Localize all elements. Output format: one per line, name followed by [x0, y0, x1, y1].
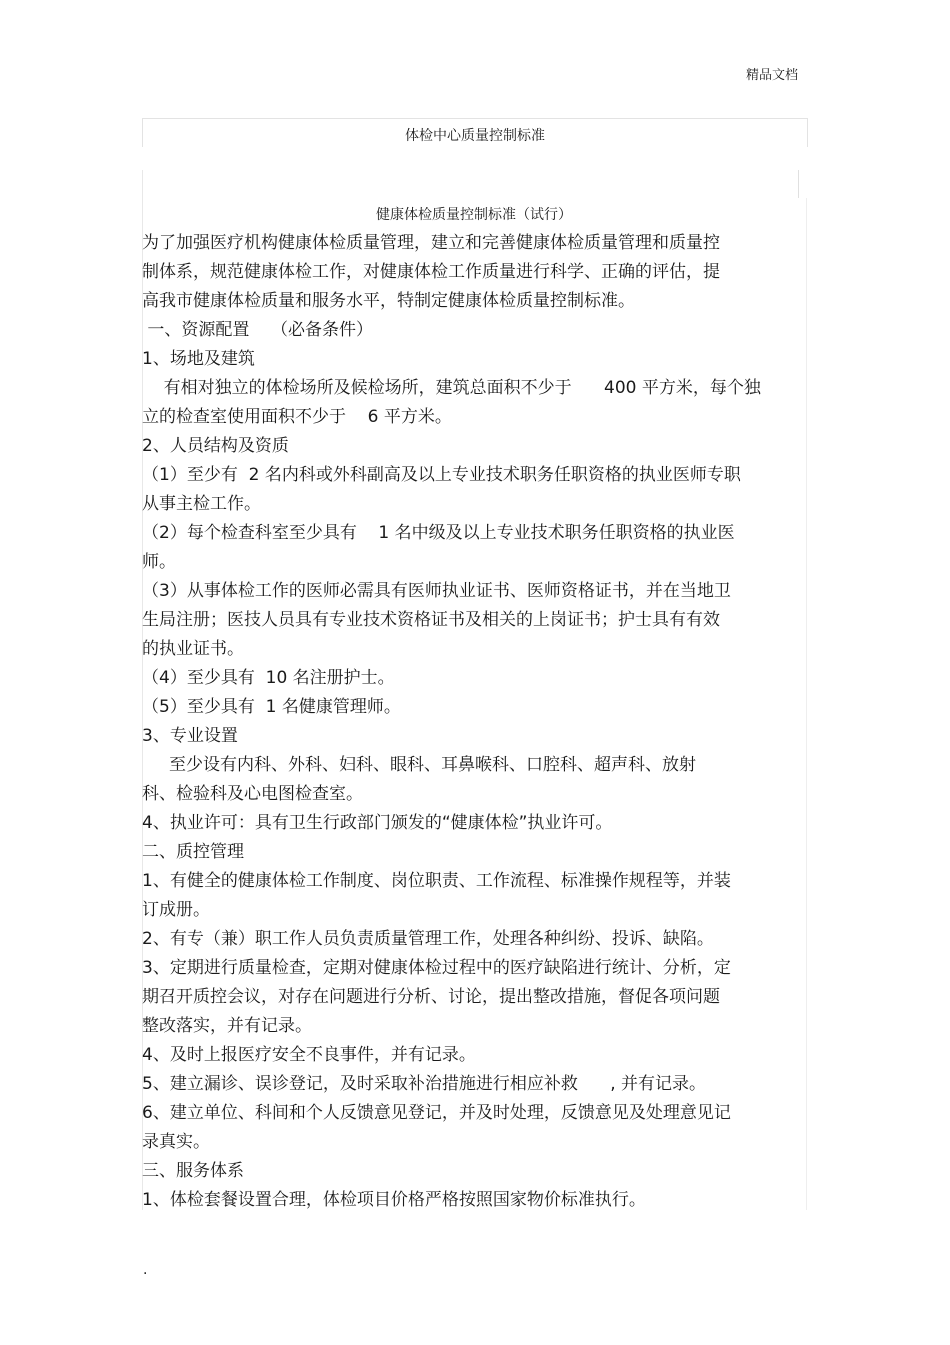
text-line: 4、及时上报医疗安全不良事件，并有记录。 — [142, 1045, 476, 1065]
text-line: 生局注册；医技人员具有专业技术资格证书及相关的上岗证书；护士具有有效 — [142, 610, 720, 630]
text-line: （3）从事体检工作的医师必需具有医师执业证书、医师资格证书，并在当地卫 — [142, 581, 731, 601]
text-line: 为了加强医疗机构健康体检质量管理，建立和完善健康体检质量管理和质量控 — [142, 233, 720, 253]
text-line: 2、有专（兼）职工作人员负责质量管理工作，处理各种纠纷、投诉、缺陷。 — [142, 929, 714, 949]
text-line: 期召开质控会议，对存在问题进行分析、讨论，提出整改措施，督促各项问题 — [142, 987, 720, 1007]
text-line: 3、定期进行质量检查，定期对健康体检过程中的医疗缺陷进行统计、分析，定 — [142, 958, 731, 978]
text-line: 高我市健康体检质量和服务水平，特制定健康体检质量控制标准。 — [142, 291, 635, 311]
text-line: 1、场地及建筑 — [142, 349, 255, 369]
text-line: （1）至少有 2 名内科或外科副高及以上专业技术职务任职资格的执业医师专职 — [142, 465, 741, 485]
body-text — [142, 229, 802, 1215]
text-line: （4）至少具有 10 名注册护士。 — [142, 668, 395, 688]
document-title: 体检中心质量控制标准 — [405, 128, 545, 144]
text-line: 三、服务体系 — [142, 1161, 244, 1181]
text-line: 的执业证书。 — [142, 639, 244, 659]
text-line: 1、体检套餐设置合理，体检项目价格严格按照国家物价标准执行。 — [142, 1190, 646, 1210]
header-note: 精品文档 — [746, 68, 799, 83]
footer-dot: . — [143, 1262, 148, 1278]
text-line: 立的检查室使用面积不少于 6 平方米。 — [142, 407, 452, 427]
text-line: 二、质控管理 — [142, 842, 244, 862]
text-line: 制体系，规范健康体检工作，对健康体检工作质量进行科学、正确的评估，提 — [142, 262, 720, 282]
title-box — [142, 118, 808, 147]
text-line: 4、执业许可：具有卫生行政部门颁发的“健康体检”执业许可。 — [142, 813, 613, 833]
text-line: 至少设有内科、外科、妇科、眼科、耳鼻喉科、口腔科、超声科、放射 — [142, 755, 697, 775]
text-line: 有相对独立的体检场所及候检场所，建筑总面积不少于 400 平方米，每个独 — [142, 378, 761, 398]
text-line: 订成册。 — [142, 900, 210, 920]
text-line: 6、建立单位、科间和个人反馈意见登记，并及时处理，反馈意见及处理意见记 — [142, 1103, 731, 1123]
text-line: 整改落实，并有记录。 — [142, 1016, 312, 1036]
text-line: 3、专业设置 — [142, 726, 238, 746]
text-line: （2）每个检查科室至少具有 1 名中级及以上专业技术职务任职资格的执业医 — [142, 523, 735, 543]
text-line: 2、人员结构及资质 — [142, 436, 289, 456]
frame-divider — [798, 170, 799, 198]
text-line: 科、检验科及心电图检查室。 — [142, 784, 363, 804]
text-line: （5）至少具有 1 名健康管理师。 — [142, 697, 401, 717]
document-subtitle: 健康体检质量控制标准（试行） — [376, 207, 572, 223]
text-line: 从事主检工作。 — [142, 494, 261, 514]
text-line: 录真实。 — [142, 1132, 210, 1152]
text-line: 5、建立漏诊、误诊登记，及时采取补治措施进行相应补救 , 并有记录。 — [142, 1074, 707, 1094]
frame-divider — [806, 198, 807, 1210]
text-line: 师。 — [142, 552, 176, 572]
text-line: 一、资源配置 （必备条件） — [142, 320, 374, 340]
text-line: 1、有健全的健康体检工作制度、岗位职责、工作流程、标准操作规程等，并装 — [142, 871, 731, 891]
